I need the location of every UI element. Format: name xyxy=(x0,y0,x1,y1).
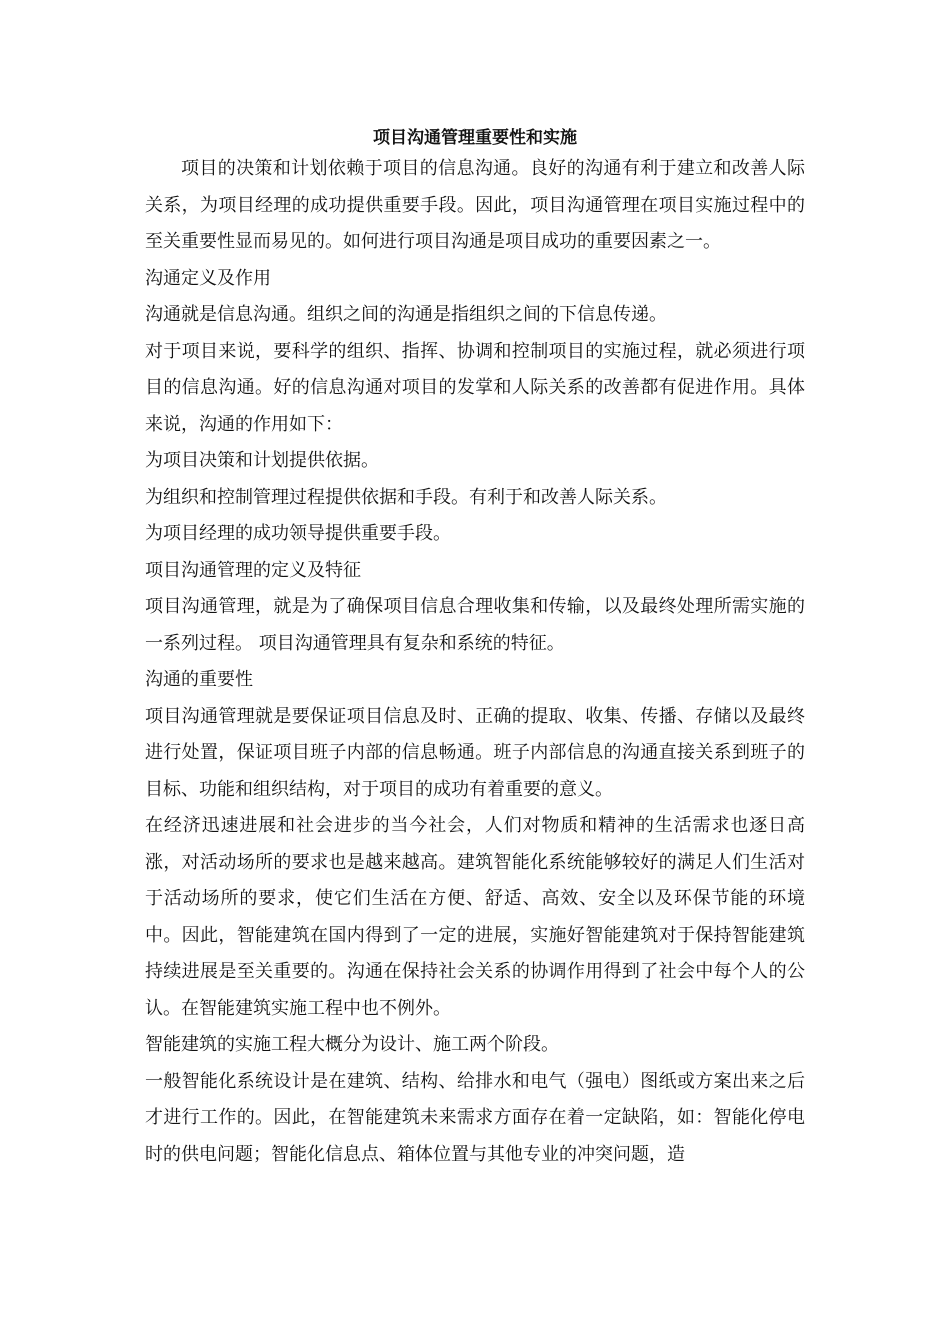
intro-paragraph: 项目的决策和计划依赖于项目的信息沟通。良好的沟通有利于建立和改善人际关系，为项目经理的成功提供重要手段。因此，项目沟通管理在项目实施过程中的至关重要性显而易见的。如何进行项目沟通是项目成功的重要因素之一。 xyxy=(145,158,805,252)
paragraph: 一般智能化系统设计是在建筑、结构、给排水和电气（强电）图纸或方案出来之后才进行工作的。因此，在智能建筑未来需求方面存在着一定缺陷，如：智能化停电时的供电问题；智能化信息点、箱体位置与其他专业的冲突问题，造 xyxy=(145,1070,805,1165)
paragraph: 沟通就是信息沟通。组织之间的沟通是指组织之间的下信息传递。 xyxy=(145,304,667,325)
paragraph: 项目沟通管理就是要保证项目信息及时、正确的提取、收集、传播、存储以及最终进行处置，保证项目班子内部的信息畅通。班子内部信息的沟通直接关系到班子的目标、功能和组织结构，对于项目的成功有着重要的意义。 xyxy=(145,705,805,800)
section-heading-management: 项目沟通管理的定义及特征 xyxy=(145,559,361,581)
paragraph: 对于项目来说，要科学的组织、指挥、协调和控制项目的实施过程，就必须进行项目的信息沟通。好的信息沟通对项目的发掌和人际关系的改善都有促进作用。具体来说，沟通的作用如下： xyxy=(145,340,805,435)
document-body xyxy=(145,125,805,1173)
list-item: 为项目经理的成功领导提供重要手段。 xyxy=(145,523,451,544)
document-title: 项目沟通管理重要性和实施 xyxy=(373,128,577,148)
list-item: 为项目决策和计划提供依据。 xyxy=(145,450,379,471)
paragraph: 项目沟通管理，就是为了确保项目信息合理收集和传输，以及最终处理所需实施的一系列过程。 项目沟通管理具有复杂和系统的特征。 xyxy=(145,596,805,654)
section-heading-importance: 沟通的重要性 xyxy=(145,669,253,690)
section-heading-definition: 沟通定义及作用 xyxy=(145,267,271,289)
list-item: 为组织和控制管理过程提供依据和手段。有利于和改善人际关系。 xyxy=(145,486,667,508)
paragraph: 在经济迅速进展和社会进步的当今社会，人们对物质和精神的生活需求也逐日高涨，对活动场所的要求也是越来越高。建筑智能化系统能够较好的满足人们生活对于活动场所的要求，使它们生活在方便、舒适、高效、安全以及环保节能的环境中。因此，智能建筑在国内得到了一定的进展，实施好智能建筑对于保持智能建筑持续进展是至关重要的。沟通在保持社会关系的协调作用得到了社会中每个人的公认。在智能建筑实施工程中也不例外。 xyxy=(145,815,805,1019)
paragraph: 智能建筑的实施工程大概分为设计、施工两个阶段。 xyxy=(145,1034,559,1055)
